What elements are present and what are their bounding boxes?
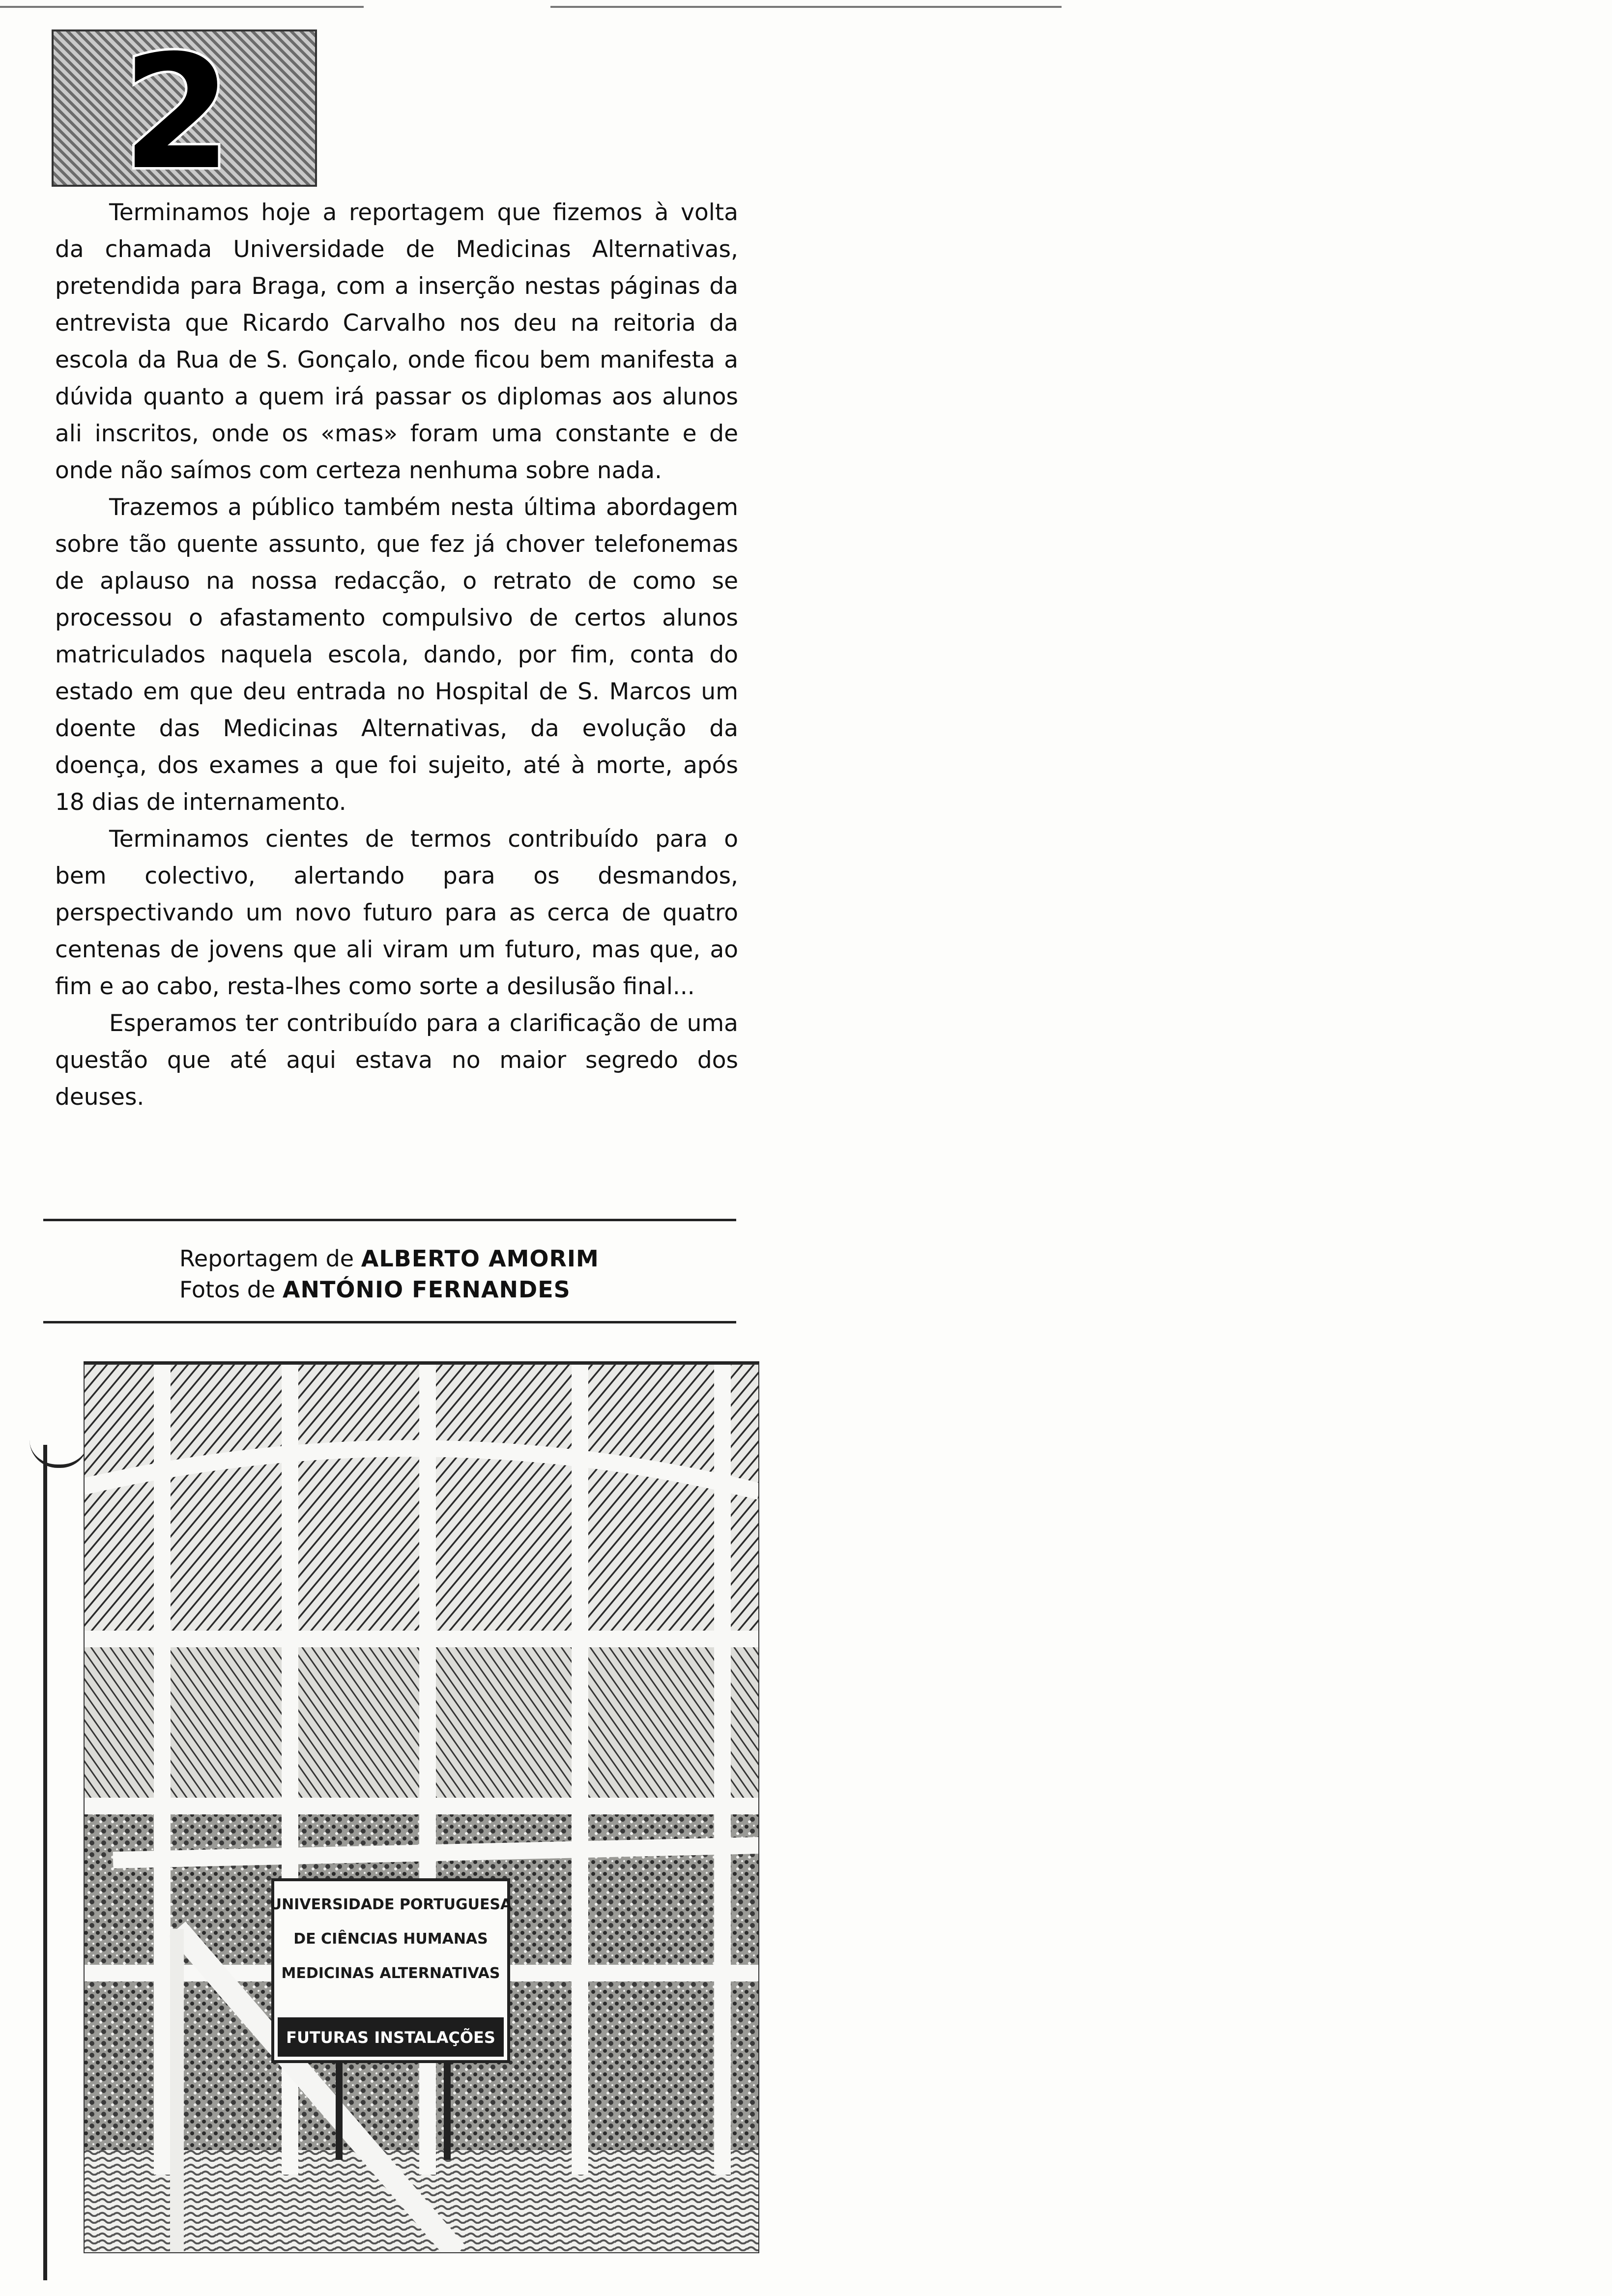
divider-bottom — [43, 1321, 736, 1323]
article-paragraph: Esperamos ter contribuído para a clarificação de uma questão que até aqui estava no maior segredo dos deuses. — [55, 1010, 738, 1111]
sign-line-2: DE CIÊNCIAS HUMANAS — [293, 1930, 488, 1948]
top-rule-left — [0, 6, 364, 8]
report-credit-name: ALBERTO AMORIM — [361, 1245, 599, 1272]
sign-line-3: MEDICINAS ALTERNATIVAS — [281, 1965, 500, 1982]
sign-line-4: FUTURAS INSTALAÇÕES — [286, 2028, 495, 2047]
photo-credit-name: ANTÓNIO FERNANDES — [282, 1276, 571, 1303]
article-paragraph: Terminamos hoje a reportagem que fizemos à volta da chamada Universidade de Medicinas Alternativas, pretendida para Braga, com a inserção nestas páginas da entrevista que Ricardo Carvalho nos deu na reitoria da escola da Rua de S. Gonçalo, onde ficou bem manifesta a dúvida quanto a quem irá passar os diplomas aos alunos ali inscritos, onde os «mas» foram uma constante e de onde não saímos com certeza nenhuma sobre nada. — [55, 199, 738, 484]
sign-line-1: UNIVERSIDADE PORTUGUESA — [269, 1896, 512, 1913]
photo-credit — [179, 1274, 599, 1305]
report-credit — [179, 1243, 599, 1274]
margin-mark — [43, 1445, 47, 2280]
article-body — [55, 194, 738, 1177]
photo-credit-prefix: Fotos de — [179, 1276, 276, 1303]
top-rule-right — [550, 6, 1062, 8]
building-photo-graphic — [84, 1364, 759, 2253]
divider-top — [43, 1219, 736, 1221]
margin-hook — [29, 1440, 88, 1468]
section-number: 2 — [122, 22, 232, 204]
credits — [179, 1243, 599, 1305]
building-photo — [84, 1361, 759, 2253]
article-paragraph: Terminamos cientes de termos contribuído para o bem colectivo, alertando para os desmandos, perspectivando um novo futuro para as cerca de quatro centenas de jovens que ali viram um futuro, mas que, ao fim e ao cabo, resta-lhes como sorte a desilusão final... — [55, 826, 738, 1000]
article-paragraph: Trazemos a público também nesta última abordagem sobre tão quente assunto, que fez já chover telefonemas de aplauso na nossa redacção, o retrato de como se processou o afastamento compulsivo de certos alunos matriculados naquela escola, dando, por fim, conta do estado em que deu entrada no Hospital de S. Marcos um doente das Medicinas Alternativas, da evolução da doença, dos exames a que foi sujeito, até à morte, após 18 dias de internamento. — [55, 494, 738, 816]
report-credit-prefix: Reportagem de — [179, 1245, 354, 1272]
